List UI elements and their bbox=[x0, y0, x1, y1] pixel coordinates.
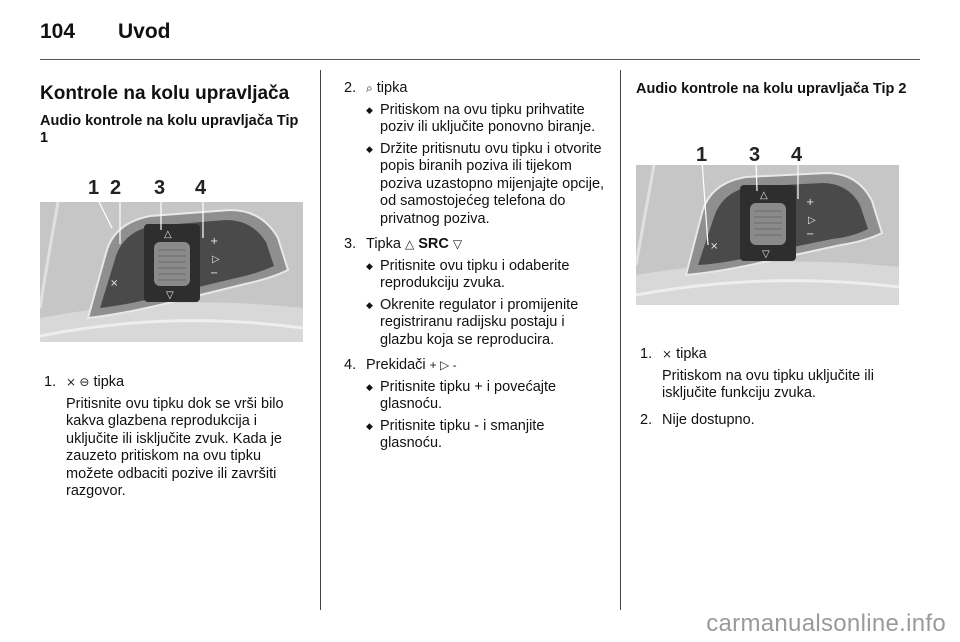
watermark: carmanualsonline.info bbox=[706, 610, 946, 637]
svg-text:▽: ▽ bbox=[166, 290, 174, 301]
svg-text:−: − bbox=[210, 268, 219, 279]
callout-label: 1 bbox=[696, 144, 708, 166]
bullet-item: ◆ Pritisnite ovu tipku i odaberite reprodukciju zvuka. bbox=[366, 257, 570, 291]
subtitle-type1: Audio kontrole na kolu upravljača Tip 1 bbox=[40, 113, 299, 146]
svg-text:−: − bbox=[806, 229, 815, 240]
item-label: tipka bbox=[676, 346, 707, 362]
item-number: 1. bbox=[640, 346, 653, 362]
subtitle-type2: Audio kontrole na kolu upravljača Tip 2 bbox=[636, 81, 907, 97]
section-title: Kontrole na kolu upravljača bbox=[40, 83, 290, 104]
callout-label: 1 bbox=[88, 177, 100, 199]
callout-label: 4 bbox=[195, 177, 207, 199]
bullet-item: ◆ Okrenite regulator i promijenite registriranu radijsku postaju i glazbu koja se reproducira. bbox=[366, 296, 579, 348]
column-divider bbox=[620, 70, 621, 610]
item-description: Pritiskom na ovu tipku uključite ili isključite funkciju zvuka. bbox=[662, 367, 874, 401]
item-label: Tipka bbox=[366, 236, 401, 252]
seek-up-icon: △ bbox=[404, 237, 415, 251]
svg-text:▽: ▽ bbox=[762, 249, 770, 260]
list-item bbox=[344, 236, 606, 349]
callout-label: 4 bbox=[791, 144, 803, 166]
svg-text:▷: ▷ bbox=[808, 215, 816, 226]
page-number: 104 bbox=[40, 20, 76, 43]
list-item bbox=[344, 357, 606, 453]
item-label: tipka bbox=[93, 374, 125, 390]
bullet-icon: ◆ bbox=[366, 420, 373, 431]
mute-end-call-icon: ⨯ ⊖ bbox=[66, 375, 90, 389]
callout-label: 3 bbox=[749, 144, 761, 166]
list-item bbox=[640, 346, 905, 403]
svg-text:+: + bbox=[210, 236, 219, 247]
page-header bbox=[40, 18, 920, 60]
item-label: Prekidači bbox=[366, 357, 426, 373]
src-label: SRC bbox=[418, 236, 449, 252]
callout-label: 3 bbox=[154, 177, 166, 199]
bullet-icon: ◆ bbox=[366, 260, 373, 271]
bullet-item: ◆ Pritisnite tipku + i povećajte glasnoću. bbox=[366, 378, 557, 412]
item-number: 2. bbox=[640, 411, 653, 428]
steering-wheel-controls-type1-figure bbox=[40, 158, 303, 368]
bullet-icon: ◆ bbox=[366, 143, 373, 154]
item-description: Nije dostupno. bbox=[662, 411, 755, 428]
bullet-icon: ◆ bbox=[366, 104, 373, 115]
mute-icon: ⨯ bbox=[662, 347, 673, 361]
bullet-icon: ◆ bbox=[366, 381, 373, 392]
steering-wheel-illustration bbox=[636, 125, 899, 335]
svg-text:△: △ bbox=[164, 229, 172, 240]
type1-list bbox=[44, 374, 304, 501]
svg-text:△: △ bbox=[760, 190, 768, 201]
svg-text:⨯: ⨯ bbox=[710, 241, 719, 252]
type1-continued-list bbox=[344, 80, 606, 453]
item-label: tipka bbox=[376, 80, 408, 96]
steering-wheel-controls-type2-figure bbox=[636, 125, 899, 335]
list-item bbox=[640, 412, 905, 430]
item-number: 2. bbox=[344, 80, 357, 96]
phone-icon: ⌕ bbox=[366, 81, 373, 95]
item-number: 4. bbox=[344, 357, 357, 373]
bullet-item: ◆ Pritisnite tipku - i smanjite glasnoću. bbox=[366, 417, 545, 451]
svg-text:+: + bbox=[806, 197, 815, 208]
column-divider bbox=[320, 70, 321, 610]
steering-wheel-illustration bbox=[40, 158, 303, 368]
list-item bbox=[344, 80, 606, 228]
bullet-icon: ◆ bbox=[366, 299, 373, 310]
item-number: 1. bbox=[44, 374, 57, 390]
svg-text:⨯: ⨯ bbox=[110, 278, 119, 289]
bullet-item: ◆ Pritiskom na ovu tipku prihvatite poziv ili uključite ponovno biranje. bbox=[366, 101, 596, 135]
volume-icon: + ▷ - bbox=[429, 358, 457, 372]
type2-list bbox=[640, 346, 905, 429]
seek-down-icon: ▽ bbox=[452, 237, 463, 251]
chapter-title: Uvod bbox=[118, 20, 171, 43]
callout-label: 2 bbox=[110, 177, 122, 199]
bullet-item: ◆ Držite pritisnutu ovu tipku i otvorite popis biranih poziva ili tijekom poziva uzastopno mijenjajte opcije, od samostojećeg telefona do privatnog poziva. bbox=[366, 140, 605, 227]
item-number: 3. bbox=[344, 236, 357, 252]
svg-text:▷: ▷ bbox=[212, 254, 220, 265]
list-item bbox=[44, 374, 304, 501]
item-description: Pritisnite ovu tipku dok se vrši bilo kakva glazbena reprodukcija i uključite ili isključite zvuk. Kada je zauzeto pritiskom na ovu tipku možete odbaciti pozive ili završiti razgovor. bbox=[66, 395, 284, 499]
